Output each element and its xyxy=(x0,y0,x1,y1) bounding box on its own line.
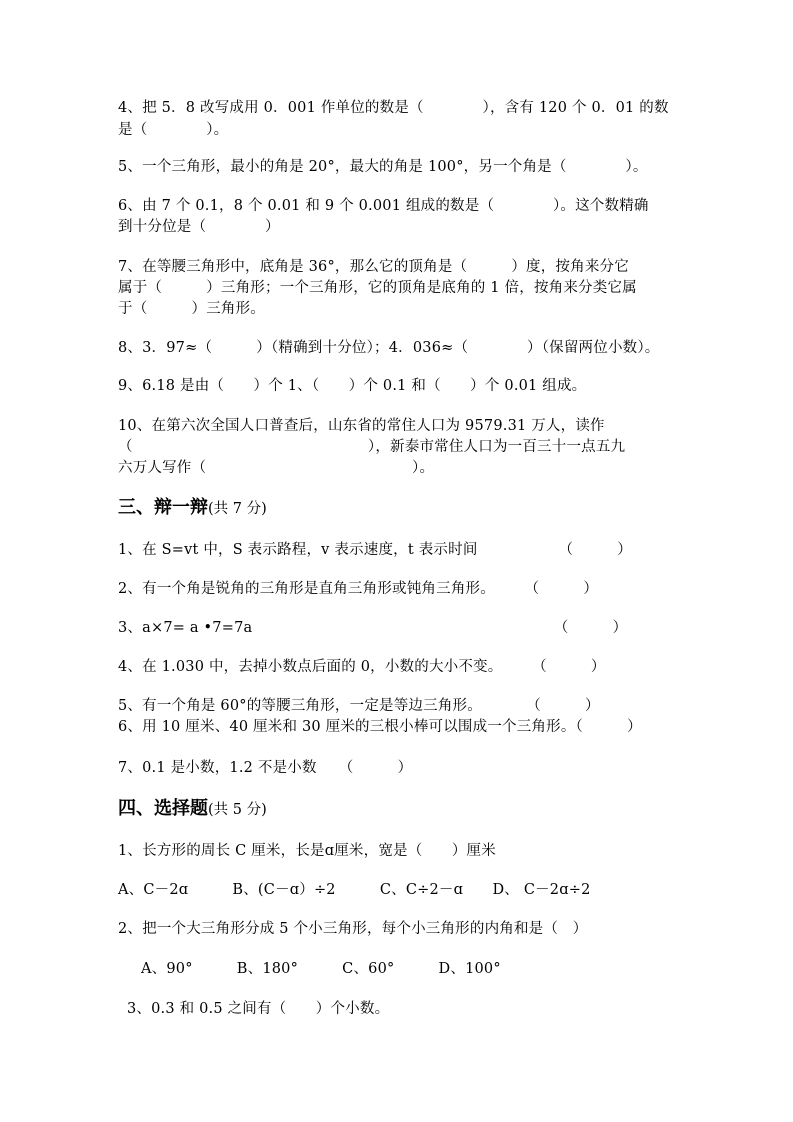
question-5: 5、一个三角形，最小的角是 20°，最大的角是 100°，另一个角是（ ）。 xyxy=(118,159,648,175)
question-10-line-2: （ ），新泰市常住人口为一百三十一点五九 xyxy=(118,439,626,455)
question-7-line-3: 于（ ）三角形。 xyxy=(118,301,265,317)
question-8: 8、3．97≈（ ）（精确到十分位）；4．036≈（ ）（保留两位小数）。 xyxy=(118,340,660,356)
section-4-heading xyxy=(118,798,267,821)
question-10-line-1: 10、在第六次全国人口普查后，山东省的常住人口为 9579.31 万人，读作 xyxy=(118,418,605,434)
section-4-title: 四、选择题 xyxy=(118,798,208,819)
section-3-heading xyxy=(118,497,267,520)
choice-question-2: 2、把一个大三角形分成 5 个小三角形，每个小三角形的内角和是（ ） xyxy=(118,921,588,937)
question-9: 9、6.18 是由（ ）个 1、（ ）个 0.1 和（ ）个 0.01 组成。 xyxy=(118,378,587,394)
question-7-line-1: 7、在等腰三角形中，底角是 36°，那么它的顶角是（ ）度，按角来分它 xyxy=(118,259,629,275)
question-4-line-1: 4、把 5．8 改写成用 0．001 作单位的数是（ ），含有 120 个 0．01 的数 xyxy=(118,100,669,116)
question-10-line-3: 六万人写作（ ）。 xyxy=(118,460,435,476)
choice-question-2-options: A、90° B、180° C、60° D、100° xyxy=(141,961,501,977)
judge-item-4: 4、在 1.030 中，去掉小数点后面的 0，小数的大小不变。 （ ） xyxy=(118,659,606,675)
question-6-line-2: 到十分位是（ ） xyxy=(118,219,280,235)
question-4-line-2: 是（ ）。 xyxy=(118,122,229,138)
judge-item-7: 7、0.1 是小数，1.2 不是小数 （ ） xyxy=(118,760,413,776)
section-4-points: (共 5 分) xyxy=(208,802,267,818)
section-3-points: (共 7 分) xyxy=(208,501,267,517)
choice-question-1-options: A、C－2ɑ B、(C－ɑ）÷2 C、C÷2－ɑ D、 C－2ɑ÷2 xyxy=(118,882,591,898)
judge-item-1: 1、在 S=vt 中，S 表示路程，v 表示速度，t 表示时间 （ ） xyxy=(118,542,632,558)
question-7-line-2: 属于（ ）三角形；一个三角形，它的顶角是底角的 1 倍，按角来分类它属 xyxy=(118,280,637,296)
choice-question-3: 3、0.3 和 0.5 之间有（ ）个小数。 xyxy=(127,1001,390,1017)
judge-item-6: 6、用 10 厘米、40 厘米和 30 厘米的三根小棒可以围成一个三角形。（ ） xyxy=(118,719,642,735)
choice-question-1: 1、长方形的周长 C 厘米，长是ɑ厘米，宽是（ ）厘米 xyxy=(118,843,496,859)
section-3-title: 三、辩一辩 xyxy=(118,497,208,518)
judge-item-2: 2、有一个角是锐角的三角形是直角三角形或钝角三角形。 （ ） xyxy=(118,581,599,597)
judge-item-3: 3、a×7= a •7=7a （ ） xyxy=(118,620,628,636)
question-6-line-1: 6、由 7 个 0.1，8 个 0.01 和 9 个 0.001 组成的数是（ ）。这个数精确 xyxy=(118,198,649,214)
judge-item-5: 5、有一个角是 60°的等腰三角形，一定是等边三角形。 （ ） xyxy=(118,698,600,714)
